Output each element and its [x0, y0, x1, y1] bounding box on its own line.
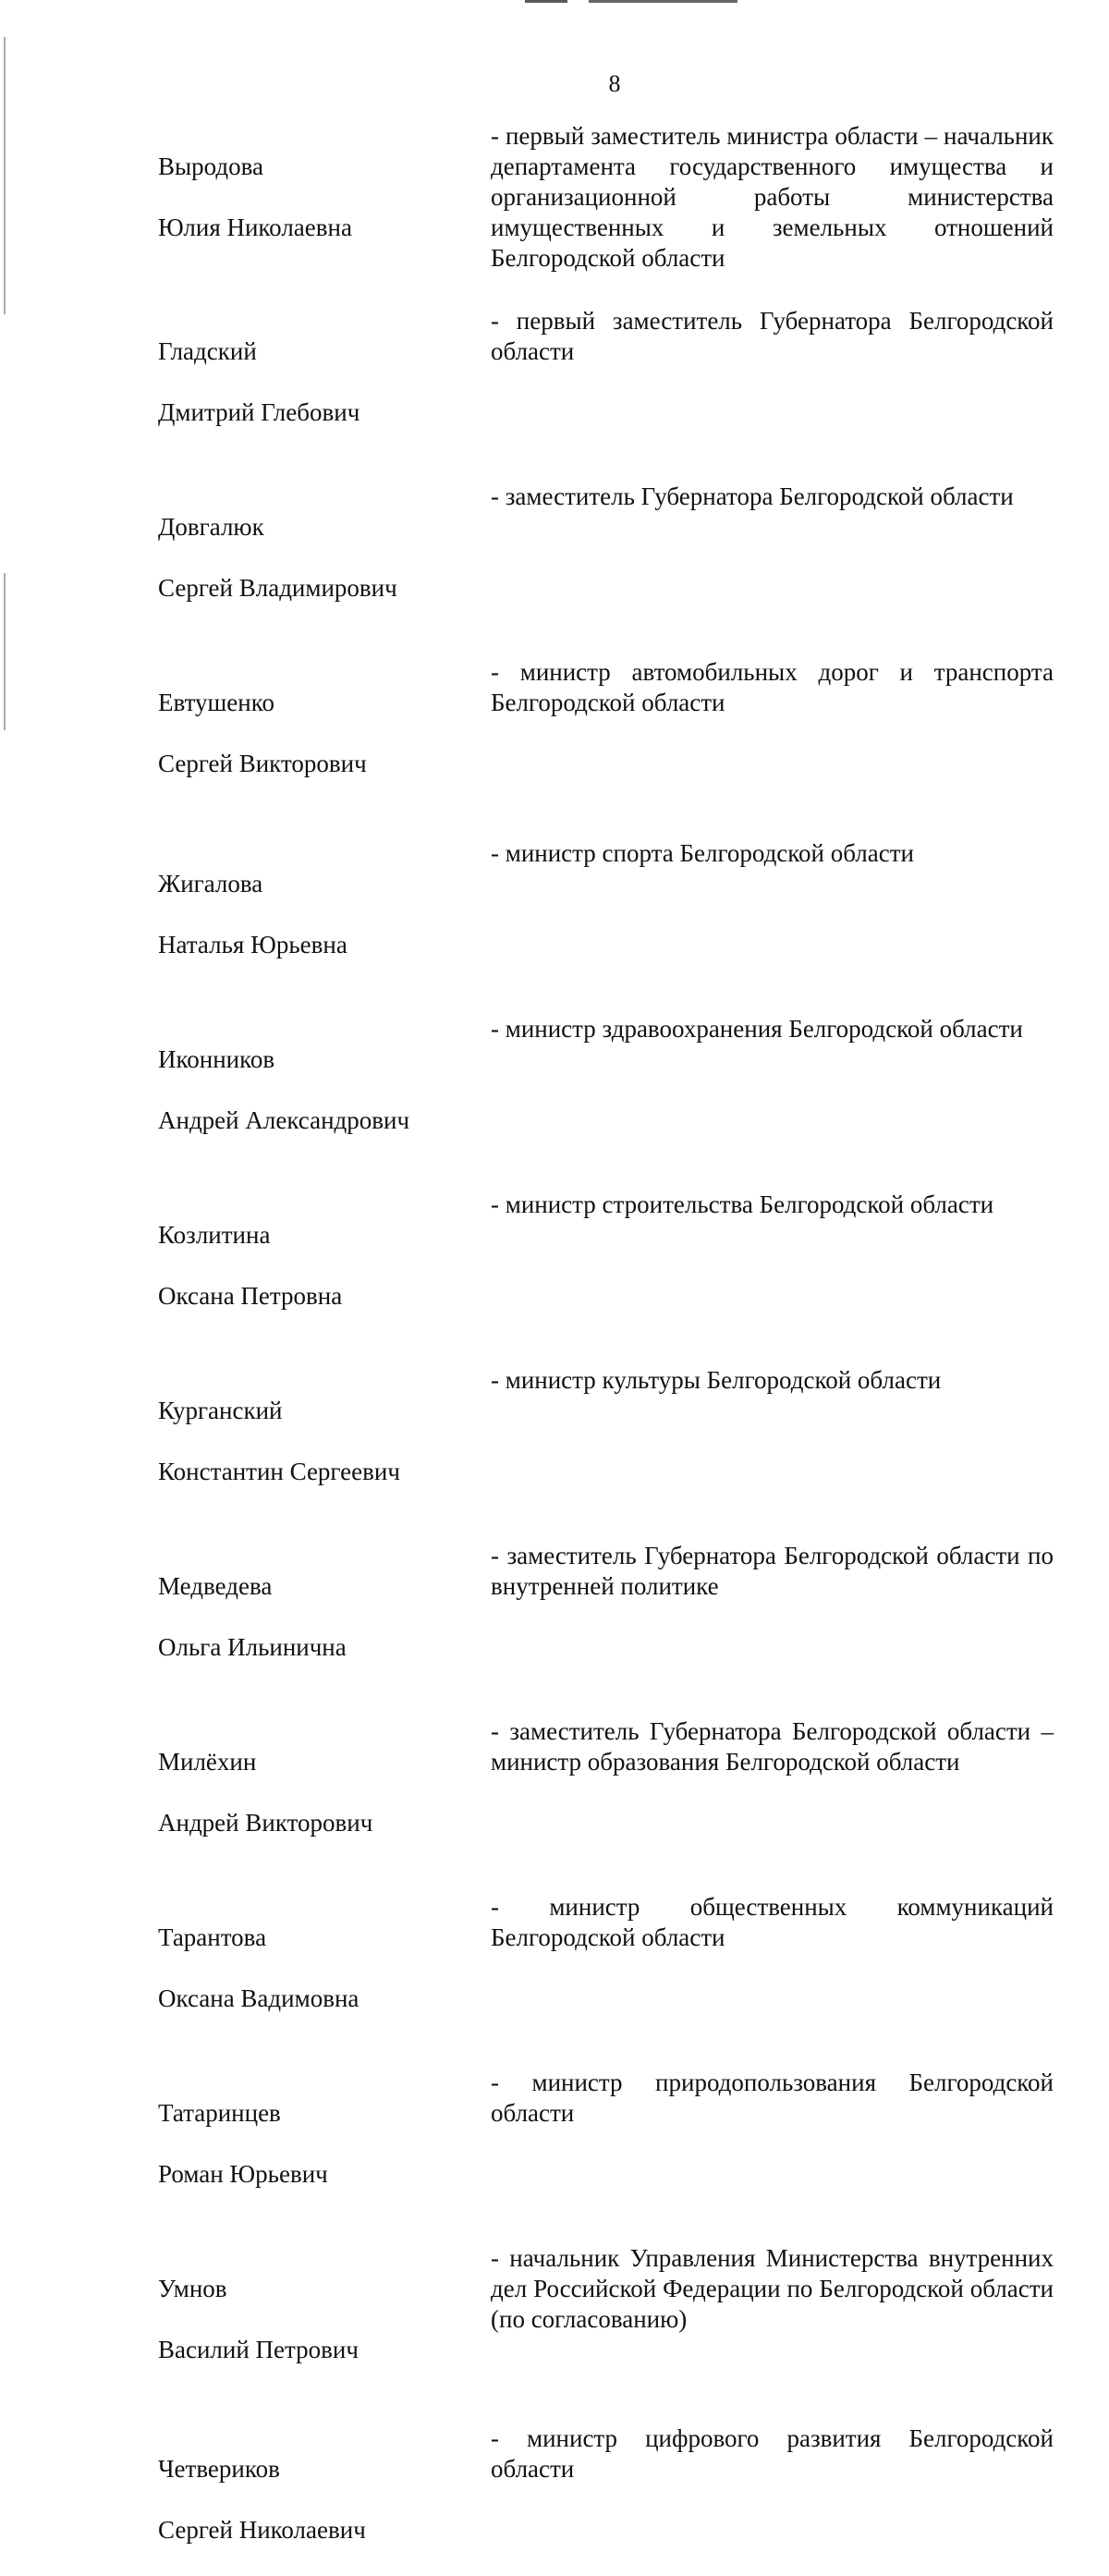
member-surname: Выродова — [158, 153, 263, 180]
scan-margin-mark — [4, 573, 6, 730]
member-surname: Четвериков — [158, 2455, 280, 2483]
member-entry — [158, 838, 1054, 991]
member-name — [158, 838, 491, 991]
member-given-name: Сергей Николаевич — [158, 2516, 366, 2544]
member-position: - министр спорта Белгородской области — [491, 839, 914, 867]
member-entry — [158, 121, 1054, 274]
member-given-name: Оксана Вадимовна — [158, 1984, 360, 2012]
member-list — [158, 121, 1054, 2576]
member-given-name: Константин Сергеевич — [158, 1458, 400, 1485]
member-surname: Медведева — [158, 1572, 273, 1600]
member-position: - министр здравоохранения Белгородской области — [491, 1015, 1023, 1043]
member-name — [158, 482, 491, 634]
member-surname: Татаринцев — [158, 2099, 281, 2127]
member-entry — [158, 306, 1054, 458]
member-entry — [158, 482, 1054, 634]
member-given-name: Андрей Александрович — [158, 1106, 410, 1134]
member-given-name: Оксана Петровна — [158, 1282, 343, 1310]
member-entry — [158, 1365, 1054, 1518]
member-name — [158, 1365, 491, 1518]
member-given-name: Роман Юрьевич — [158, 2160, 328, 2188]
member-entry — [158, 2243, 1054, 2396]
member-entry — [158, 2068, 1054, 2220]
page-number: 8 — [608, 70, 621, 97]
member-name — [158, 1190, 491, 1342]
member-given-name: Наталья Юрьевна — [158, 931, 347, 958]
member-surname: Жигалова — [158, 870, 263, 897]
member-given-name: Андрей Викторович — [158, 1809, 373, 1837]
member-position: - заместитель Губернатора Белгородской области по внутренней политике — [491, 1542, 1054, 1600]
member-name — [158, 2243, 491, 2396]
member-surname: Тарантова — [158, 1923, 267, 1951]
member-name — [158, 657, 491, 810]
member-position: - министр общественных коммуникаций Белгородской области — [491, 1893, 1054, 1951]
member-name — [158, 306, 491, 458]
member-entry — [158, 1716, 1054, 1869]
member-name — [158, 1541, 491, 1693]
member-name — [158, 2068, 491, 2220]
member-name — [158, 1892, 491, 2045]
member-given-name: Юлия Николаевна — [158, 214, 352, 241]
member-position: - начальник Управления Министерства внутренних дел Российской Федерации по Белгородской области (по согласованию) — [491, 2244, 1054, 2333]
member-entry — [158, 1014, 1054, 1166]
member-position: - министр природопользования Белгородской области — [491, 2069, 1054, 2127]
member-given-name: Сергей Владимирович — [158, 574, 397, 602]
member-position: - министр культуры Белгородской области — [491, 1366, 942, 1394]
member-surname: Умнов — [158, 2275, 227, 2302]
member-position: - заместитель Губернатора Белгородской области — [491, 482, 1014, 510]
member-surname: Козлитина — [158, 1221, 271, 1249]
member-given-name: Сергей Викторович — [158, 750, 367, 777]
member-name — [158, 121, 491, 274]
member-entry — [158, 1190, 1054, 1342]
member-surname: Милёхин — [158, 1748, 257, 1776]
member-entry — [158, 1892, 1054, 2045]
member-position: - министр строительства Белгородской области — [491, 1190, 994, 1218]
member-given-name: Василий Петрович — [158, 2336, 359, 2363]
member-surname: Иконников — [158, 1045, 275, 1073]
member-name — [158, 2423, 491, 2576]
member-name — [158, 1716, 491, 1869]
member-entry — [158, 2423, 1054, 2576]
member-position: - министр цифрового развития Белгородской области — [491, 2424, 1054, 2483]
member-position: - министр автомобильных дорог и транспорта Белгородской области — [491, 658, 1054, 716]
member-surname: Евтушенко — [158, 689, 274, 716]
member-given-name: Дмитрий Глебович — [158, 398, 360, 426]
member-surname: Гладский — [158, 337, 257, 365]
member-name — [158, 1014, 491, 1166]
member-position: - заместитель Губернатора Белгородской области – министр образования Белгородской области — [491, 1717, 1054, 1776]
member-position: - первый заместитель Губернатора Белгородской области — [491, 307, 1054, 365]
member-surname: Довгалюк — [158, 513, 264, 541]
scan-edge-mark — [525, 0, 737, 3]
member-entry — [158, 1541, 1054, 1693]
member-given-name: Ольга Ильинична — [158, 1633, 347, 1661]
member-position: - первый заместитель министра области – начальник департамента государственного имущества и организационной работы министерства имущественных и земельных отношений Белгородской области — [491, 122, 1054, 272]
member-entry — [158, 657, 1054, 810]
member-surname: Курганский — [158, 1397, 283, 1424]
